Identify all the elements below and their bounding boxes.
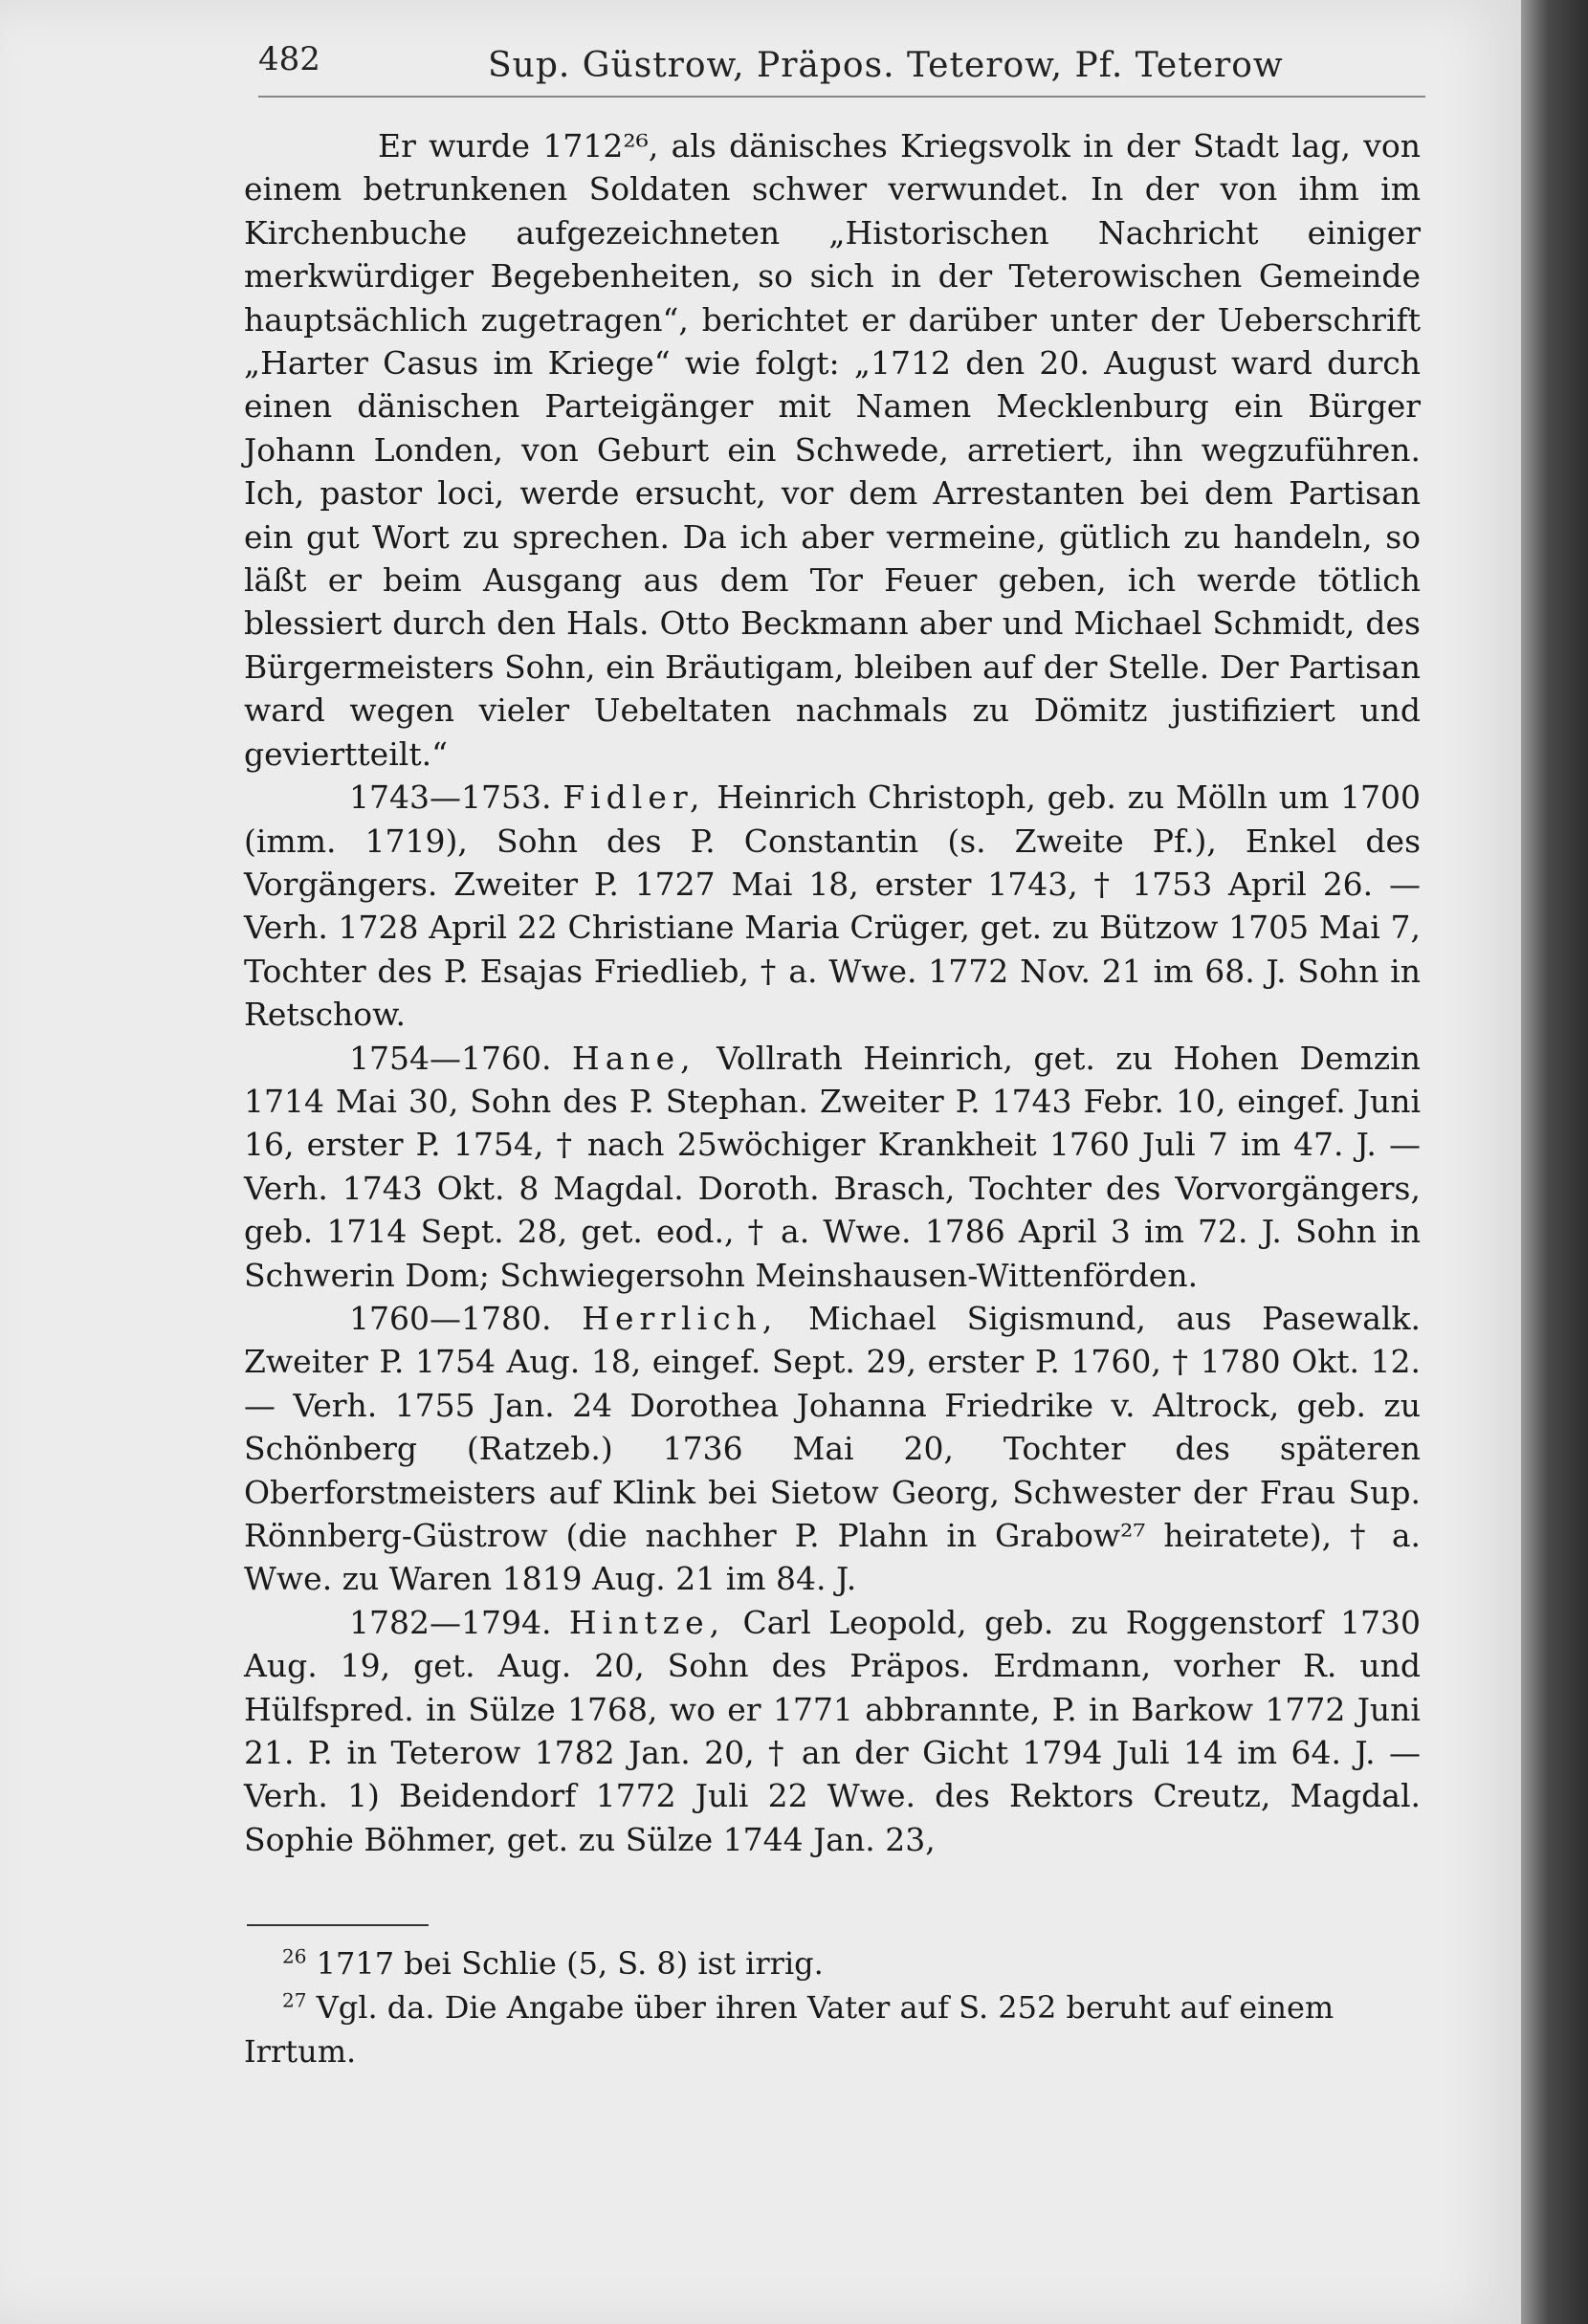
footnote-26 (244, 1941, 1421, 1985)
entry-name: Hintze, (568, 1603, 726, 1641)
footnote-marker: 26 (282, 1944, 307, 1968)
entry-name: Fidler, (562, 778, 706, 817)
entry-hintze (244, 1601, 1421, 1861)
entry-fidler (244, 776, 1421, 1036)
entry-text: Heinrich Christoph, geb. zu Mölln um 1700 (imm. 1719), Sohn des P. Constantin (s. Zweite Pf.), Enkel des Vorgängers. Zweiter P. 1727 Mai 18, erster 1743, † 1753 April 26. — Verh. 1728 April 22 Christiane Maria Crüger, get. zu Bützow 1705 Mai 7, Tochter des P. Esajas Friedlieb, † a. Wwe. 1772 Nov. 21 im 68. J. Sohn in Retschow. (244, 778, 1421, 1034)
entry-text: Vollrath Heinrich, get. zu Hohen Demzin 1714 Mai 30, Sohn des P. Stephan. Zweiter P. 1743 Febr. 10, eingef. Juni 16, erster P. 1754, † nach 25wöchiger Krankheit 1760 Juli 7 im 47. J. — Verh. 1743 Okt. 8 Magdal. Doroth. Brasch, Tochter des Vorvorgängers, geb. 1714 Sept. 28, get. eod., † a. Wwe. 1786 April 3 im 72. J. Sohn in Schwerin Dom; Schwiegersohn Meinshausen-Wittenförden. (244, 1039, 1421, 1294)
entry-years: 1760—1780. (349, 1299, 552, 1337)
running-head: Sup. Güstrow, Präpos. Teterow, Pf. Teterow (488, 46, 1284, 85)
footnote-rule (247, 1924, 429, 1926)
main-text (244, 124, 1421, 1861)
entry-herrlich (244, 1297, 1421, 1601)
entry-hane (244, 1037, 1421, 1297)
footnote-text: Vgl. da. Die Angabe über ihren Vater auf S. 252 beruht auf einem Irrtum. (244, 1989, 1334, 2070)
footnote-27 (244, 1985, 1421, 2073)
intro-paragraph: Er wurde 1712²⁶, als dänisches Kriegsvolk in der Stadt lag, von einem betrunkenen Soldaten schwer verwundet. In der von ihm im Kirchenbuche aufgezeichneten „Historischen Nachricht einiger merkwürdiger Begebenheiten, so sich in der Teterowischen Gemeinde hauptsächlich zugetragen“, berichtet er darüber unter der Ueberschrift „Harter Casus im Kriege“ wie folgt: „1712 den 20. August ward durch einen dänischen Parteigänger mit Namen Mecklenburg ein Bürger Johann Londen, von Geburt ein Schwede, arretiert, ihn wegzuführen. Ich, pastor loci, werde ersucht, vor dem Arrestanten bei dem Partisan ein gut Wort zu sprechen. Da ich aber vermeine, gütlich zu handeln, so läßt er beim Ausgang aus dem Tor Feuer geben, ich werde tötlich blessiert durch den Hals. Otto Beckmann aber und Michael Schmidt, des Bürgermeisters Sohn, ein Bräutigam, bleiben auf der Stelle. Der Partisan ward wegen vieler Uebeltaten nachmals zu Dömitz justifiziert und geviertteilt.“ (244, 127, 1421, 773)
entry-name: Hane, (571, 1039, 696, 1077)
entry-name: Herrlich, (582, 1299, 779, 1337)
entry-text: Carl Leopold, geb. zu Roggenstorf 1730 Aug. 19, get. Aug. 20, Sohn des Präpos. Erdmann, vorher R. und Hülfspred. in Sülze 1768, wo er 1771 abbrannte, P. in Barkow 1772 Juni 21. P. in Teterow 1782 Jan. 20, † an der Gicht 1794 Juli 14 im 64. J. — Verh. 1) Beidendorf 1772 Juli 22 Wwe. des Rektors Creutz, Magdal. Sophie Böhmer, get. zu Sülze 1744 Jan. 23, (244, 1603, 1421, 1858)
entry-text: Michael Sigismund, aus Pasewalk. Zweiter P. 1754 Aug. 18, eingef. Sept. 29, erster P. 1760, † 1780 Okt. 12. — Verh. 1755 Jan. 24 Dorothea Johanna Friedrike v. Altrock, geb. zu Schönberg (Ratzeb.) 1736 Mai 20, Tochter des späteren Oberforstmeisters auf Klink bei Sietow Georg, Schwester der Frau Sup. Rönnberg-Güstrow (die nachher P. Plahn in Grabow²⁷ heiratete), † a. Wwe. zu Waren 1819 Aug. 21 im 84. J. (244, 1299, 1421, 1598)
entry-years: 1782—1794. (349, 1603, 552, 1641)
entry-years: 1754—1760. (349, 1039, 552, 1077)
entry-years: 1743—1753. (349, 778, 552, 817)
footnote-marker: 27 (282, 1988, 307, 2012)
page-number: 482 (258, 40, 320, 78)
footnote-text: 1717 bei Schlie (5, S. 8) ist irrig. (316, 1945, 824, 1982)
book-spine-shadow (1521, 0, 1588, 2324)
footnotes (244, 1941, 1421, 2073)
header-rule (258, 96, 1425, 98)
